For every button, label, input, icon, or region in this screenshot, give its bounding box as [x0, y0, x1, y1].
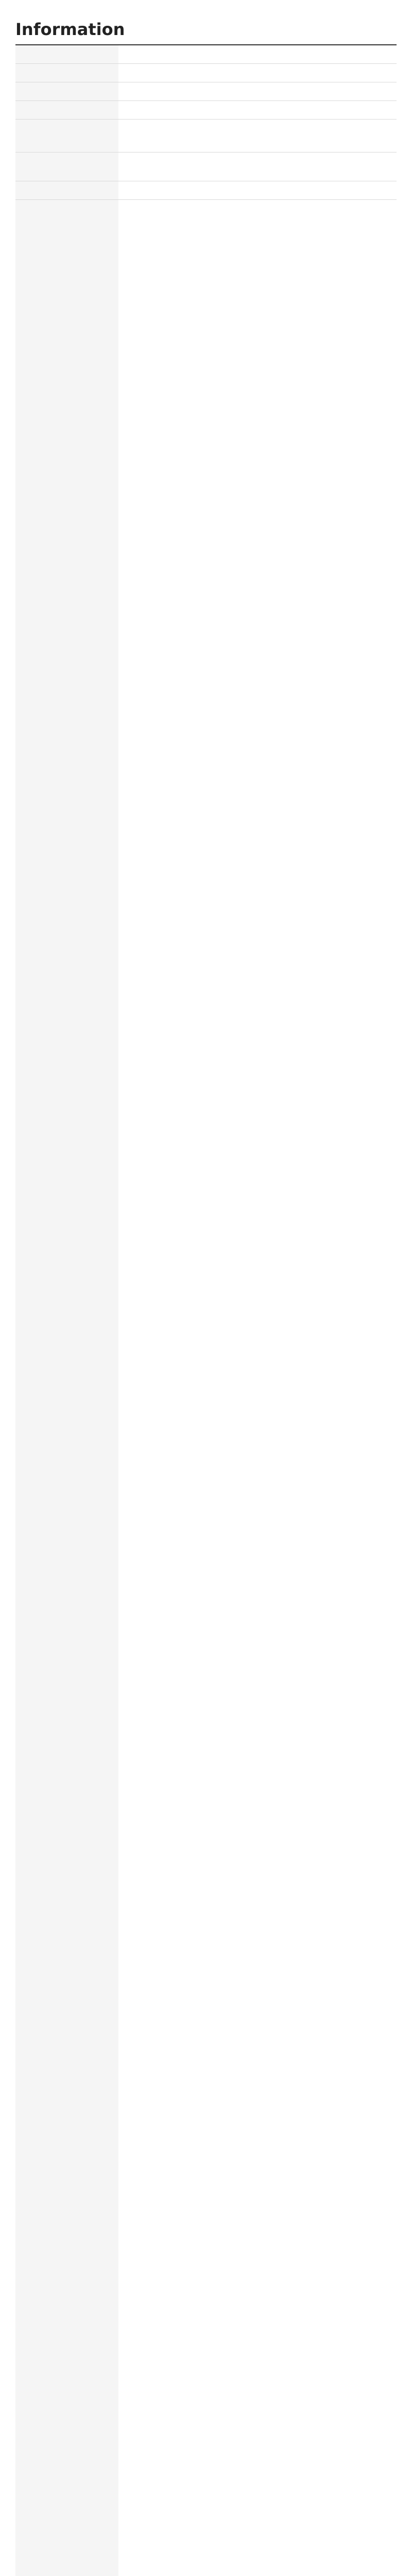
- row-label: [15, 63, 118, 82]
- table-row: [15, 181, 397, 199]
- row-label: [15, 45, 118, 63]
- table-row: [15, 82, 397, 100]
- row-value: [118, 199, 397, 2576]
- row-value: [118, 152, 397, 181]
- row-label: [15, 119, 118, 152]
- table-row: [15, 199, 397, 2576]
- row-value: [118, 45, 397, 63]
- row-label: [15, 199, 118, 2576]
- table-row: [15, 45, 397, 63]
- row-label: [15, 82, 118, 100]
- row-label: [15, 181, 118, 199]
- row-value: [118, 181, 397, 199]
- table-row: [15, 152, 397, 181]
- table-row: [15, 119, 397, 152]
- row-label: [15, 100, 118, 119]
- row-value: [118, 82, 397, 100]
- row-value: [118, 63, 397, 82]
- row-value: [118, 119, 397, 152]
- row-value: [118, 100, 397, 119]
- table-row: [15, 100, 397, 119]
- product-info-table: [15, 44, 397, 2576]
- table-row: [15, 63, 397, 82]
- row-label: [15, 152, 118, 181]
- page-title: Information: [15, 20, 125, 39]
